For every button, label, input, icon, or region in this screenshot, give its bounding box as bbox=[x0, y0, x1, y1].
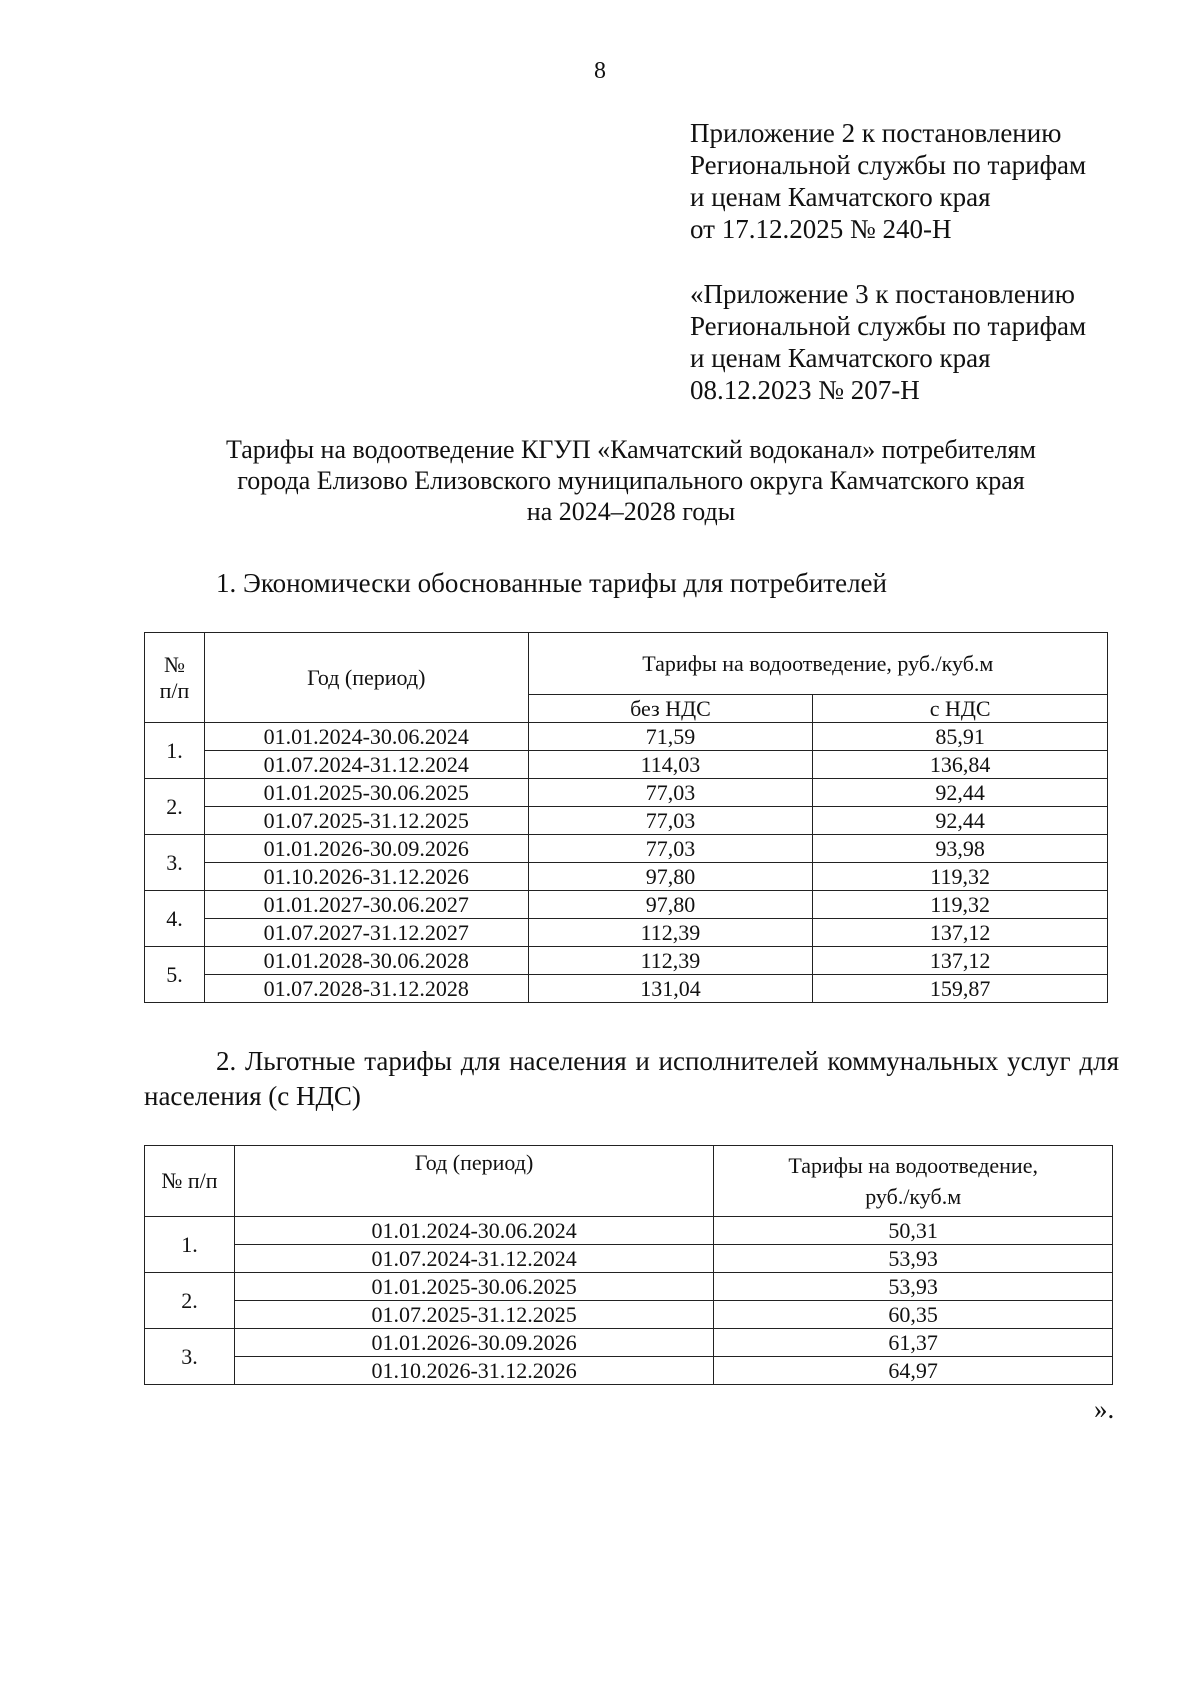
table-row bbox=[145, 1217, 1113, 1245]
with-vat-header: с НДС bbox=[813, 695, 1108, 723]
title-line: на 2024–2028 годы bbox=[526, 497, 736, 526]
table-row bbox=[145, 919, 1108, 947]
period-cell: 01.01.2025-30.06.2025 bbox=[204, 779, 528, 807]
annex-quoted-line: «Приложение 3 к постановлению bbox=[690, 279, 1075, 309]
period-cell: 01.01.2028-30.06.2028 bbox=[204, 947, 528, 975]
with-vat-cell: 85,91 bbox=[813, 723, 1108, 751]
preferential-tariffs-table bbox=[144, 1145, 1113, 1385]
annex-block bbox=[690, 117, 1086, 245]
table-row bbox=[145, 723, 1108, 751]
table-row bbox=[145, 947, 1108, 975]
num-header bbox=[145, 633, 205, 723]
period-cell: 01.01.2024-30.06.2024 bbox=[234, 1217, 713, 1245]
row-number: 3. bbox=[145, 835, 205, 891]
annex-quoted-block bbox=[690, 278, 1086, 406]
without-vat-header: без НДС bbox=[528, 695, 813, 723]
annex-line: от 17.12.2025 № 240-Н bbox=[690, 214, 952, 244]
period-cell: 01.07.2025-31.12.2025 bbox=[234, 1301, 713, 1329]
with-vat-cell: 92,44 bbox=[813, 779, 1108, 807]
with-vat-cell: 93,98 bbox=[813, 835, 1108, 863]
page-number: 8 bbox=[594, 58, 606, 84]
annex-quoted-line: 08.12.2023 № 207-Н bbox=[690, 375, 920, 405]
without-vat-cell: 71,59 bbox=[528, 723, 813, 751]
annex-line: Региональной службы по тарифам bbox=[690, 150, 1087, 180]
period-cell: 01.07.2028-31.12.2028 bbox=[204, 975, 528, 1003]
period-cell: 01.07.2025-31.12.2025 bbox=[204, 807, 528, 835]
period-cell: 01.01.2025-30.06.2025 bbox=[234, 1273, 713, 1301]
table-row bbox=[145, 863, 1108, 891]
title-line: города Елизово Елизовского муниципального округа Камчатского края bbox=[237, 466, 1025, 495]
without-vat-cell: 77,03 bbox=[528, 807, 813, 835]
table-row bbox=[145, 1357, 1113, 1385]
period-cell: 01.10.2026-31.12.2026 bbox=[204, 863, 528, 891]
with-vat-cell: 92,44 bbox=[813, 807, 1108, 835]
tariff-cell: 50,31 bbox=[714, 1217, 1113, 1245]
row-number: 2. bbox=[145, 779, 205, 835]
with-vat-cell: 137,12 bbox=[813, 919, 1108, 947]
tariff-cell: 53,93 bbox=[714, 1273, 1113, 1301]
tariffs-header-line2: руб./куб.м bbox=[865, 1184, 962, 1209]
table-row bbox=[145, 891, 1108, 919]
without-vat-cell: 112,39 bbox=[528, 919, 813, 947]
table-row bbox=[145, 751, 1108, 779]
annex-line: Приложение 2 к постановлению bbox=[690, 118, 1062, 148]
period-cell: 01.01.2024-30.06.2024 bbox=[204, 723, 528, 751]
annex-quoted-line: Региональной службы по тарифам bbox=[690, 311, 1087, 341]
tariffs-header-line1: Тарифы на водоотведение, bbox=[788, 1153, 1038, 1178]
economic-tariffs-table bbox=[144, 632, 1108, 1003]
table-row bbox=[145, 1329, 1113, 1357]
with-vat-cell: 119,32 bbox=[813, 863, 1108, 891]
period-cell: 01.07.2024-31.12.2024 bbox=[204, 751, 528, 779]
period-cell: 01.07.2027-31.12.2027 bbox=[204, 919, 528, 947]
without-vat-cell: 114,03 bbox=[528, 751, 813, 779]
num-header: № п/п bbox=[145, 1146, 235, 1217]
period-cell: 01.01.2026-30.09.2026 bbox=[204, 835, 528, 863]
period-cell: 01.01.2027-30.06.2027 bbox=[204, 891, 528, 919]
period-header: Год (период) bbox=[204, 633, 528, 723]
row-number: 4. bbox=[145, 891, 205, 947]
tariff-cell: 64,97 bbox=[714, 1357, 1113, 1385]
period-cell: 01.10.2026-31.12.2026 bbox=[234, 1357, 713, 1385]
document-title bbox=[0, 434, 1200, 527]
with-vat-cell: 119,32 bbox=[813, 891, 1108, 919]
without-vat-cell: 112,39 bbox=[528, 947, 813, 975]
table-row bbox=[145, 779, 1108, 807]
table-row bbox=[145, 975, 1108, 1003]
table-row bbox=[145, 807, 1108, 835]
with-vat-cell: 159,87 bbox=[813, 975, 1108, 1003]
row-number: 5. bbox=[145, 947, 205, 1003]
table-row bbox=[145, 1273, 1113, 1301]
num-header-line1: № bbox=[163, 651, 185, 677]
without-vat-cell: 97,80 bbox=[528, 863, 813, 891]
with-vat-cell: 137,12 bbox=[813, 947, 1108, 975]
tariffs-header: Тарифы на водоотведение, руб./куб.м bbox=[528, 633, 1107, 695]
period-cell: 01.01.2026-30.09.2026 bbox=[234, 1329, 713, 1357]
without-vat-cell: 131,04 bbox=[528, 975, 813, 1003]
tariffs-header bbox=[714, 1146, 1113, 1217]
row-number: 1. bbox=[145, 1217, 235, 1273]
num-header-line2: п/п bbox=[159, 677, 190, 703]
annex-line: и ценам Камчатского края bbox=[690, 182, 991, 212]
with-vat-cell: 136,84 bbox=[813, 751, 1108, 779]
table-row bbox=[145, 1245, 1113, 1273]
period-cell: 01.07.2024-31.12.2024 bbox=[234, 1245, 713, 1273]
section1-heading: 1. Экономически обоснованные тарифы для потребителей bbox=[216, 568, 887, 598]
table-row bbox=[145, 835, 1108, 863]
title-line: Тарифы на водоотведение КГУП «Камчатский водоканал» потребителям bbox=[226, 435, 1036, 464]
row-number: 3. bbox=[145, 1329, 235, 1385]
table-row bbox=[145, 1301, 1113, 1329]
without-vat-cell: 97,80 bbox=[528, 891, 813, 919]
period-header: Год (период) bbox=[234, 1146, 713, 1217]
closing-quote: ». bbox=[1094, 1394, 1115, 1424]
tariff-cell: 60,35 bbox=[714, 1301, 1113, 1329]
without-vat-cell: 77,03 bbox=[528, 779, 813, 807]
tariff-cell: 61,37 bbox=[714, 1329, 1113, 1357]
row-number: 2. bbox=[145, 1273, 235, 1329]
tariff-cell: 53,93 bbox=[714, 1245, 1113, 1273]
row-number: 1. bbox=[145, 723, 205, 779]
section2-heading: 2. Льготные тарифы для населения и исполнителей коммунальных услуг для населения (с НДС) bbox=[144, 1046, 1119, 1111]
annex-quoted-line: и ценам Камчатского края bbox=[690, 343, 991, 373]
without-vat-cell: 77,03 bbox=[528, 835, 813, 863]
